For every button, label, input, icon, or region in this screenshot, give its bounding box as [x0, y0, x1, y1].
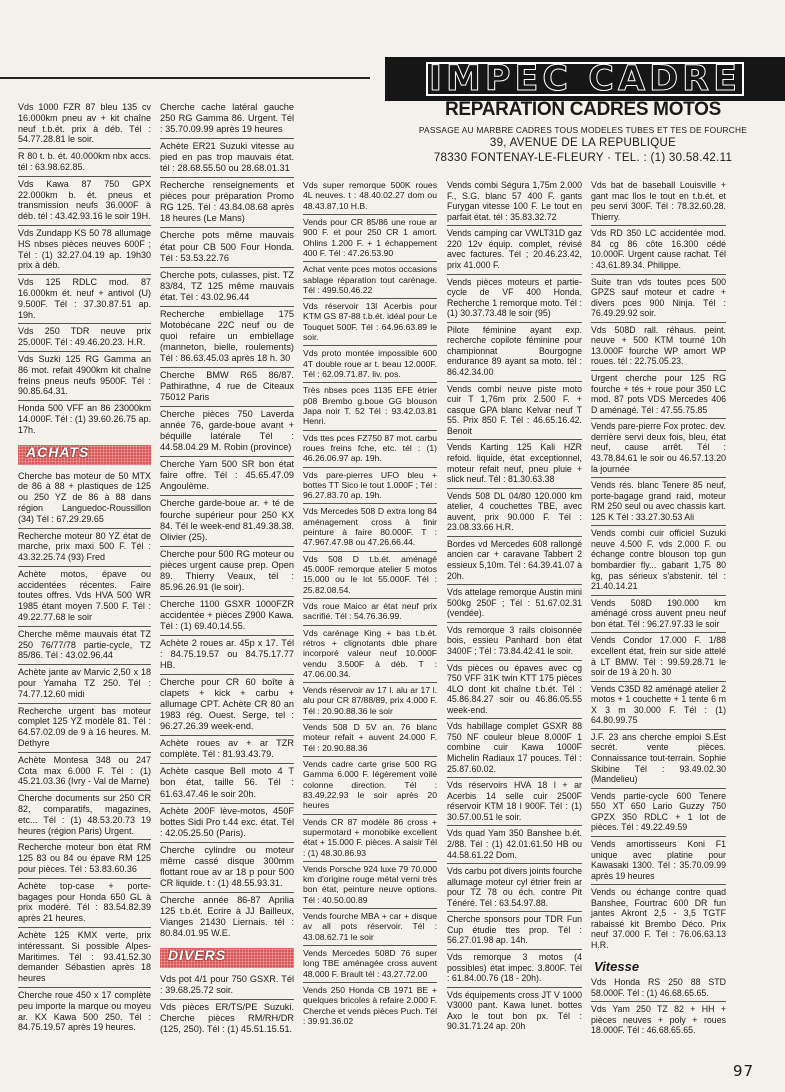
classified-ad: Vds équipements cross JT V 1000 V3000 pant. Kawa lunet. bottes Axo le tout bon px. Tél : 90.31.71.24 ap. 20h	[447, 989, 582, 1032]
classified-ad: Vends Karting 125 Kali HZR refoid. liquide, état exceptionnel, moteur refait neuf, pneu pluie + slick neuf. Tél : 81.30.63.38	[447, 440, 582, 488]
classified-ad: Vds habillage complet GSXR 88 750 NF couleur bleue 8.000F 1 combine cuir Kawa 1000F Michelin Radiaux 17 pouces. Tél : 25.87.60.02.	[447, 719, 582, 778]
classified-ad: Recherche moteur bon état RM 125 83 ou 84 ou épave RM 125 pour pièces. Tél : 53.83.60.36	[18, 840, 151, 878]
classified-ad: Vends cadre carte grise 500 RG Gamma 6.000 F. légèrement voilé colonne direction. Tél : 83.49.22.93 le soir après 20 heures	[303, 757, 437, 815]
classified-ad: Cherche BMW R65 86/87. Pathirathne, 4 rue de Citeaux 75012 Paris	[160, 368, 294, 407]
classified-ad: Cherche Yam 500 SR bon état faire offre. Tél : 45.65.47.09 Angoulème.	[160, 457, 294, 496]
classified-ad: Vds Honda RS 250 88 STD 58.000F. Tél : (1) 46.68.65.65.	[591, 975, 726, 1002]
classified-ad: Achète top-case + porte-bagages pour Honda 650 GL à prix modéré. Tél : 83.54.82.39 après 21 heures.	[18, 879, 151, 928]
classified-ad: Cherche pour 500 RG moteur ou pièces urgent cause prep. Open 89. Thierry Veaux, tél : 85.96.26.91 (le soir).	[160, 547, 294, 597]
classified-ad: Vds Mercedes 508 D extra long 84 aménagement cross à finir peinture à faire 80.000F. T : 47.967.47.98 ou 47.26.66.44.	[303, 504, 437, 551]
ad-address: 39, AVENUE DE LA REPUBLIQUE	[489, 137, 677, 149]
classified-ad: J.F. 23 ans cherche emploi S.Est secrét. vente pièces. Connaissance tout-terrain. Sophie Skibine Tél : 93.49.02.30 (Mandelieu)	[591, 730, 726, 789]
classified-ad: Vends 508 D 5V an. 76 blanc moteur refait + auvent 24.000 F. Tél : 20.90.88.36	[303, 720, 437, 757]
classified-ad: Bordes vd Mercedes 608 rallongé ancien car + caravane Tabbert 2 essieux 5,10m. Tél : 64.39.41.07 à 20h.	[447, 537, 582, 585]
classified-ad: Recherche embiellage 175 Motobécane 22C neuf ou de quoi refaire un embiellage (manneton, bielle, roulements) Tél : 86.63.45.03 après 18 h. 30	[160, 307, 294, 368]
classified-ad: Vends 508D 190.000 km aménagé cross auvent pneu neuf bon état. Tél : 96.27.97.33 le soir	[591, 596, 726, 634]
classified-ad: Achète ER21 Suzuki vitesse au pied en pas trop mauvais état. tél : 28.68.55.50 ou 28.68.01.31	[160, 139, 294, 178]
classified-ad: Achète 200F lève-motos, 450F bottes Sidi Pro t.44 exc. état. Tél : 42.05.25.50 (Paris).	[160, 804, 294, 843]
section-divers: DIVERS	[160, 948, 294, 968]
classified-ad: Vends Mercedes 508D 76 super long TBE aménagée cross auvent 48.000 F. Brault tél : 43.27.72.00	[303, 946, 437, 983]
classified-ad: Achat vente pces motos occasions sablage réparation tout carénage. Tél : 499.50.46.22	[303, 262, 437, 299]
column-3	[303, 178, 437, 1029]
classified-ad: Vends partie-cycle 600 Tenere 550 XT 650 Lario Guzzy 750 GPZX 350 RDLC + 1 lot de pièces. Tél : 49.22.49.59	[591, 789, 726, 837]
classified-ad: Vds pièces ER/TS/PE Suzuki. Cherche pièces RM/RH/DR (125, 250). Tél : (1) 45.51.15.51.	[160, 1002, 294, 1035]
classified-ad: Cherche pièces 750 Laverda année 76, garde-boue avant + béquille latérale Tél : 44.58.04.29 M. Robin (province)	[160, 407, 294, 457]
classified-ad: Vends combi neuve piste moto cuir T 1,76m prix 2.500 F. + casque GPA blanc Kelvar neuf T 55. Prix 850 F. Tél : 46.65.16.42. Benoit	[447, 382, 582, 441]
classified-ad: Vds remorque 3 rails cloisonnée bois, essieu Panhard bon état 3400F ; Tél : 73.84.42.41 le soir.	[447, 623, 582, 661]
classified-ad: Vds bat de baseball Louisville + gant mac llos le tout en t.b.ét. et peu servi 300F. Tél : 78.32.60.28. Thierry.	[591, 178, 726, 226]
classified-ad: Achète roues av + ar TZR complète. Tél : 81.93.43.79.	[160, 736, 294, 764]
classified-ad: R 80 t. b. ét. 40.000km nbx accs. tél : 63.98.62.85.	[18, 149, 151, 177]
classified-ad: Vds carbu pot divers joints fourche allumage moteur cyl étrier frein ar pour TZ 78 ou éch. contre Pit Ténéré. Tél : 63.54.97.88.	[447, 864, 582, 912]
classified-ad: Vends 508 DL 04/80 120.000 km atelier, 4 couchettes TBE, avec auvent, prix 90.000 F. Tél : 23.08.33.66 H.R.	[447, 489, 582, 537]
classified-ad: Vds réservoir 13l Acerbis pour KTM GS 87-88 t.b.ét. idéal pour Le Touquet 500F. Tél : 64.96.63.89 le soir.	[303, 299, 437, 346]
classified-ad: Très nbses pces 1135 EFE étrier p08 Brembo g.boue GG blouson Japa noir T. 52 Tél : 93.42.03.81 Henri.	[303, 383, 437, 430]
classified-ad: Vds pare-pierres UFO bleu + bottes TT Sico le tout 1.000F ; Tél : 96.27.83.70 ap. 19h.	[303, 468, 437, 505]
classified-ad: Vds ttes pces FZ750 87 mot. carbu roues freins fche, etc. tél : (1) 46.26.06.97 ap. 19h.	[303, 431, 437, 468]
column-2	[160, 100, 294, 1038]
classified-ad: Cherche pots même mauvais état pour CB 500 Four Honda. Tél : 53.53.22.76	[160, 228, 294, 267]
classified-ad: Vds 1000 FZR 87 bleu 135 cv 16.000km pneu av + kit chaîne neuf t.b.ét. prix à déb. Tél : 54.77.28.81 le soir.	[18, 100, 151, 149]
classified-ad: Vds remorque 3 motos (4 possibles) état impec. 3.800F. Tél : 61.84.00.76 (18 - 20h).	[447, 950, 582, 988]
classified-ad: Vends pare-pierre Fox protec. dev. derrière servi deux fois, bleu, état neuf, cause arrêt. Tél : 43.78.84.61 le soir ou 46.57.13.20 la journée	[591, 419, 726, 478]
classified-ad: Vends amortisseurs Koni F1 unique avec platine pour Kawasaki 1300. Tél : 35.70.09.99 après 19 heures	[591, 837, 726, 885]
top-rule	[0, 77, 370, 79]
ad-services: PASSAGE AU MARBRE CADRES TOUS MODELES TUBES ET TES DE FOURCHE	[418, 125, 748, 135]
classified-ad: Vends pour CR 85/86 une roue ar 900 F. et pour 250 CR 1 amort. Ohlins 1.200 F. + 1 échappement 400 F. Tél : 47.26.53.90	[303, 215, 437, 262]
classified-ad: Vds Suzki 125 RG Gamma an 86 mot. refait 4900km kit chaîne freins pneus neufs 9500F. Tél : 90.85.64.31.	[18, 352, 151, 401]
classified-ad: Achète casque Bell moto 4 T bon état, taille 56. Tél : 61.63.47.46 le soir 20h.	[160, 764, 294, 803]
column-1	[18, 100, 151, 1036]
classified-ad: Urgent cherche pour 125 RG fourche + tés + roue pour 350 LC mod. 87 pots VDS Mercedes 406 D aménagé. Tél : 47.55.75.85	[591, 371, 726, 419]
classified-ad: Vends ou échange contre quad Banshee, Fourtrac 600 DR fun jantes Akront 2,5 - 3,5 TGTF rabaissé kit Brembo Déco. Prix neuf 37.000 F. Tél : 76.06.63.13 H.R.	[591, 887, 726, 950]
classified-ad: Vds proto montée impossible 600 4T double roue ar t. beau 12.000F. Tél : 62.09.71.87. liv. pos.	[303, 346, 437, 383]
classified-ad: Vds Zundapp KS 50 78 allumage HS nbses pièces neuves 600F ; Tél : (1) 32.27.04.19 ap. 19h30 prix à déb.	[18, 226, 151, 275]
classified-ad: Cherche même mauvais état TZ 250 76/77/78 partie-cycle, TZ 85/86. Tél : 43.02.96.44	[18, 627, 151, 665]
classified-ad: Vds pièces ou épaves avec cg 750 VFF 31K twin KTT 175 pièces 4LO dont kit chaîne t.b.ét. Tél : 45.86.84.27 soir ou 46.86.05.55 week-end.	[447, 661, 582, 720]
classified-ad: Vds 125 RDLC mod. 87 16.000km ét. neuf + antivol (U) 9.500F. Tél : 37.30.87.51 ap. 19h.	[18, 275, 151, 324]
classified-ad: Vds quad Yam 350 Banshee b.ét. 2/88. Tél : (1) 42.01.61.50 HB ou 44.58.61.22 Dom.	[447, 826, 582, 864]
classified-ad: Vds super remorque 500K roues 4L neuves. t : 48.40.02.27 dom ou 48.43.87.10 H.B.	[303, 178, 437, 215]
classified-ad: Recherche moteur 80 YZ état de marche, prix maxi 500 F. Tél : 43.32.25.74 (93) Fred	[18, 529, 151, 567]
classified-ad: Vends camping car VWLT31D gaz 220 12v équip. complet, révisé avec factures. Tél ; 20.46.23.42, prix 41.000 F.	[447, 226, 582, 274]
classified-ad: Vends réservoir av 17 l. alu ar 17 l. alu pour CR 87/88/89, prix 4.000 F. Tél : 20.90.88.36 le soir	[303, 683, 437, 720]
classified-ad: Vends rés. blanc Tenere 85 neuf, porte-bagage grand raid, moteur RM 250 seul ou avec chassis kart. 125 K Tél : 33.27.30.53 Ali	[591, 478, 726, 526]
classified-ad: Vds 250 TDR neuve prix 25.000F. Tél : 49.46.20.23. H.R.	[18, 324, 151, 352]
classified-ad: Achète jante av Marvic 2,50 x 18 pour Yamaha TZ 250. Tél : 74.77.12.60 midi	[18, 665, 151, 703]
classified-ad: Cherche pots, culasses, pist. TZ 83/84, TZ 125 même mauvais état. Tél : 43.02.96.44	[160, 268, 294, 307]
classified-ad: Achète 125 KMX verte, prix intéressant. Si possible Alpes-Maritimes. Tél : 93.41.52.30 demander Sébastien après 18 heures	[18, 928, 151, 988]
classified-ad: Achète 2 roues ar. 45p x 17. Tél : 84.75.19.57 ou 84.75.17.77 HB.	[160, 636, 294, 675]
classified-ad: Cherche documents sur 250 CR 82, comparatifs, magazines, etc... Tél : (1) 48.53.20.73 19 heures (région Paris) Urgent.	[18, 791, 151, 840]
classified-ad: Pilote féminine ayant exp. recherche copilote féminine pour championnat Bourgogne endurance 89 ayant sa moto. tél : 86.42.34.00	[447, 323, 582, 382]
classified-ad: Cherche cache latéral gauche 250 RG Gamma 86. Urgent. Tél : 35.70.09.99 après 19 heures	[160, 100, 294, 139]
section-vitesse: Vitesse	[594, 958, 640, 974]
classified-ad: Cherche cylindre ou moteur même cassé disque 300mm flottant roue av ar 18 p pour 500 CR liquide. t : (1) 48.55.93.31.	[160, 843, 294, 893]
classified-ad: Vends combi cuir officiel Suzuki neuve 4.500 F. vds 2.000 F. ou échange contre blouson top gun bombardier fly... gabarit 1,75 80 kg, pas sérieux s'abstenir. tél : 21.40.14.21	[591, 526, 726, 595]
classified-ad: Vds pot 4/1 pour 750 GSXR. Tél : 39.68.25.72 soir.	[160, 972, 294, 1000]
classified-ad: Vends Porsche 924 luxe 79 70.000 km d'origine rouge métal verni très bon état, peinture neuve options. Tél : 40.50.00.89	[303, 862, 437, 909]
classified-ad: Recherche renseignements et pièces pour préparation Promo RG 125. Tél : 43.84.08.68 après 18 heures (Le Mans)	[160, 178, 294, 228]
classified-ad: Vds RD 350 LC accidentée mod. 84 cg 86 côte 16.300 cédé 10.000F. Urgent cause rachat. Tél : 43.61.89.34. Philippe.	[591, 226, 726, 274]
classified-ad: Vds 508 D t.b.ét. aménagé 45.000F remorque atelier 5 motos 15.000 ou le lot 55.000F. Tél : 25.82.08.54.	[303, 552, 437, 599]
classified-ad: Vds roue Maico ar état neuf prix sacrifié. Tél : 54.76.36.99.	[303, 599, 437, 626]
classified-ad: Suite tran vds toutes pces 500 GPZS sauf moteur et cadre + divers pces 900 Ninja. Tél : 76.49.29.92 soir.	[591, 275, 726, 323]
classified-ad: Cherche bas moteur de 50 MTX de 86 à 88 + plastiques de 125 ou 250 YZ de 86 à 88 dans région Languedoc-Roussillon (34) Tél : 67.29.29.65	[18, 469, 151, 529]
classified-ad: Vends C35D 82 aménagé atelier 2 motos + 1 couchette + 1 tente 6 m X 3 m 30.000 F. Tél : (1) 64.80.99.75	[591, 682, 726, 730]
classified-ad: Vds carénage King + bas t.b.ét. rétros + clignotants dble phare incorporé valeur neuf 10.000F vendu 3.500F à déb. T : 47.06.00.34.	[303, 626, 437, 684]
column-4	[447, 178, 582, 1035]
classified-ad: Vds Yam 250 TZ 82 + HH + pièces neuves + poly + roues 18.000F. Tél : 46.68.65.65.	[591, 1004, 726, 1036]
classified-ad: Vends Condor 17.000 F. 1/88 excellent état, frein sur side attelé à LT BMW. Tél : 99.59.28.71 le soir de 19 à 20 h. 30	[591, 633, 726, 681]
classified-ad: Vds réservoirs HVA 18 l + ar Acerbis 14 selle cuir 2500F réservoir KTM 18 l 900F. Tél : (1) 30.57.00.51 le soir.	[447, 778, 582, 826]
classified-ad: Vds 508D rall. réhaus. peint. neuve + 500 KTM tourné 10h 13.000F fourche WP amort WP roues. tél : 22.75.05.23.	[591, 323, 726, 371]
ad-city-phone: 78330 FONTENAY-LE-FLEURY · TEL. : (1) 30.58.42.11	[433, 152, 733, 164]
impec-cadre-logo: IMPEC CADRE	[385, 57, 785, 101]
classified-ad: Cherche sponsors pour TDR Fun Cup étudie ttes prop. Tél : 56.27.01.98 ap. 14h.	[447, 912, 582, 950]
classified-ad: Vends fourche MBA + car + disque av all pots réservoir. Tél : 43.08.62.71 le soir	[303, 909, 437, 946]
classified-ad: Cherche année 86-87 Aprilia 125 t.b.ét. Ecrire à JJ Bailleux, Vianges 21430 Liernais. tél : 80.84.01.95 W.E.	[160, 894, 294, 939]
classified-ad: Vds attelage remorque Austin mini 500kg 250F ; Tél : 51.67.02.31 (vendée).	[447, 585, 582, 623]
classified-ad: Vends 250 Honda CB 1971 BE + quelques bricoles à refaire 2.000 F. Cherche et vends pièces Puch. Tél : 39.91.36.02	[303, 984, 437, 1026]
classified-ad: Vends combi Ségura 1,75m 2.000 F., S.G. blanc 57 400 F. gants Furygan vitesse 100 F. Le tout en parfait état. tél : 35.83.32.72	[447, 178, 582, 226]
section-achats: ACHATS	[18, 445, 151, 465]
classified-ad: Achète Montesa 348 ou 247 Cota max 6.000 F. Tél : (1) 45.21.03.36 (Ivry - Val de Marne)	[18, 753, 151, 791]
classified-ad: Cherche 1100 GSXR 1000FZR accidentée + pièces Z900 Kawa. Tél : (1) 69.40.14.55.	[160, 597, 294, 636]
classified-ad: Vds Kawa 87 750 GPX 22.000km b. ét. pneus et transmission neufs 36.000F à déb. tél : 43.42.93.16 le soir 19H.	[18, 177, 151, 226]
classified-ad: Honda 500 VFF an 86 23000km 14.000F. Tél : (1) 39.60.26.75 ap. 17h.	[18, 403, 151, 435]
column-5	[591, 178, 726, 1039]
classified-ad: Vends pièces moteurs et partie-cycle de VF 400 Honda. Recherche 1 remorque moto. Tél : (1) 30.37.73.48 le soir (95)	[447, 275, 582, 323]
classified-ad: Cherche roue 450 x 17 complète peu importe la marque ou moyeu ar. KX Kawa 500 250. Tél : 84.75.19.57 après 19 heures.	[18, 989, 151, 1033]
classified-ad: Cherche pour CR 60 boîte à clapets + kick + carbu + allumage CPT. Achète CR 80 an 1983 rég. Ouest. Serge, tel : 96.27.26.39 week-end.	[160, 675, 294, 736]
page-number: 97	[733, 1062, 755, 1080]
ad-title: REPARATION CADRES MOTOS	[444, 99, 721, 120]
impec-cadre-ad	[375, 57, 785, 173]
classified-ad: Cherche garde-boue ar. + té de fourche supérieur pour 250 KX 84. Tél le week-end 81.49.38.38. Olivier (25).	[160, 496, 294, 546]
classified-ad: Recherche urgent bas moteur complet 125 YZ modèle 81. Tél : 64.57.02.09 de 9 à 16 heures. M. Dethyre	[18, 704, 151, 753]
classified-ad: Vends CR 87 modèle 86 cross + supermotard + monobike excellent état + 15.000 F. pièces. A saisir Tél : (1) 48.30.86.93	[303, 815, 437, 862]
classified-ad: Achète motos, épave ou accidentées récentes. Faire toutes offres. Vds HVA 500 WR 1985 étant moyen 7.500 F. Tél : 49.22.77.68 le soir	[18, 567, 151, 627]
